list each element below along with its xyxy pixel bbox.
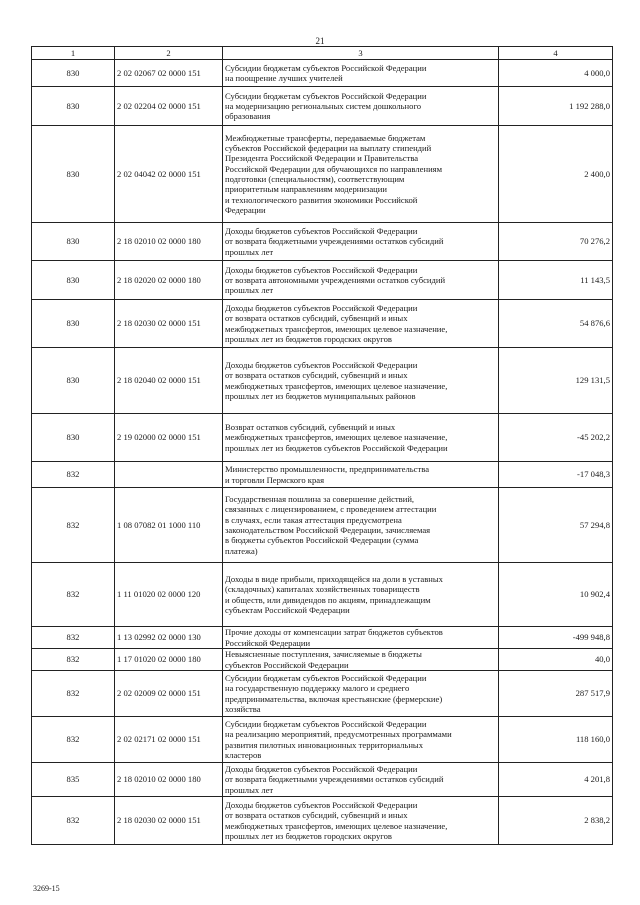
revenue-name-line: Межбюджетные трансферты, передаваемые бюджетам (225, 132, 426, 143)
amount-cell: 2 400,0 (499, 126, 613, 223)
revenue-name-line: и технологического развития экономики Российской (225, 194, 418, 205)
revenue-name-line: связанных с лицензированием, с проведением аттестации (225, 504, 437, 515)
amount-cell: 2 838,2 (499, 797, 613, 845)
revenue-table (31, 46, 613, 845)
table-row (32, 126, 613, 223)
revenue-name-cell (223, 60, 499, 87)
amount-cell: 54 876,6 (499, 300, 613, 348)
revenue-name-cell (223, 717, 499, 763)
admin-code-cell: 832 (32, 627, 115, 649)
revenue-name-cell (223, 462, 499, 488)
budget-code-cell: 2 18 02040 02 0000 151 (115, 348, 223, 414)
revenue-name-line: на реализацию мероприятий, предусмотренных программами (225, 729, 452, 740)
revenue-name-line: и обществ, или дивидендов по акциям, принадлежащим (225, 594, 431, 605)
table-row (32, 223, 613, 261)
admin-code-cell: 832 (32, 462, 115, 488)
budget-code-cell: 2 18 02030 02 0000 151 (115, 797, 223, 845)
revenue-name-line: Доходы в виде прибыли, приходящейся на доли в уставных (225, 573, 443, 584)
admin-code-cell: 832 (32, 797, 115, 845)
revenue-name-line: субъектов Российской Федерации (225, 659, 349, 670)
amount-cell: 40,0 (499, 649, 613, 671)
revenue-name-line: прошлых лет (225, 246, 274, 257)
table-row (32, 261, 613, 300)
revenue-name-line: на поощрение лучших учителей (225, 73, 343, 83)
budget-code-cell: 2 02 02009 02 0000 151 (115, 671, 223, 717)
budget-code-cell: 2 02 04042 02 0000 151 (115, 126, 223, 223)
table-row (32, 300, 613, 348)
revenue-name-line: Государственная пошлина за совершение действий, (225, 494, 415, 505)
revenue-name-line: Доходы бюджетов субъектов Российской Федерации (225, 359, 418, 370)
amount-cell: 129 131,5 (499, 348, 613, 414)
revenue-name-line: подготовки (специальностям), соответствующим (225, 174, 405, 184)
revenue-name-line: развития пилотных инновационных территориальных (225, 739, 423, 750)
column-header-4: 4 (499, 47, 613, 60)
budget-code-cell: 1 08 07082 01 1000 110 (115, 488, 223, 563)
revenue-name-cell (223, 414, 499, 462)
revenue-name-line: (складочных) капиталах хозяйственных товариществ (225, 584, 420, 595)
revenue-name-cell (223, 348, 499, 414)
revenue-name-line: межбюджетных трансфертов, имеющих целевое назначение, (225, 380, 448, 391)
amount-cell: -45 202,2 (499, 414, 613, 462)
revenue-name-cell (223, 488, 499, 563)
revenue-name-line: в случаях, если такая аттестация предусмотрена (225, 514, 402, 525)
admin-code-cell: 830 (32, 87, 115, 126)
revenue-name-line: от возврата бюджетными учреждениями остатков субсидий (225, 236, 444, 247)
revenue-name-line: хозяйства (225, 703, 261, 714)
revenue-name-line: субъектов Российской федерации на выплату стипендий (225, 143, 432, 154)
budget-code-cell: 2 18 02020 02 0000 180 (115, 261, 223, 300)
revenue-name-cell (223, 223, 499, 261)
amount-cell: 11 143,5 (499, 261, 613, 300)
budget-code-cell: 2 19 02000 02 0000 151 (115, 414, 223, 462)
revenue-name-line: Доходы бюджетов субъектов Российской Федерации (225, 226, 418, 237)
budget-code-cell: 2 02 02204 02 0000 151 (115, 87, 223, 126)
revenue-name-cell (223, 563, 499, 627)
revenue-name-line: на модернизацию региональных систем дошкольного (225, 100, 422, 111)
revenue-name-line: прошлых лет (225, 784, 274, 795)
budget-code-cell (115, 462, 223, 488)
revenue-name-line: Доходы бюджетов субъектов Российской Федерации (225, 764, 418, 775)
revenue-name-line: платежа) (225, 545, 258, 556)
revenue-name-line: Министерство промышленности, предпринимательства (225, 464, 430, 475)
revenue-name-line: от возврата остатков субсидий, субвенций и иных (225, 370, 408, 381)
amount-cell: 4 000,0 (499, 60, 613, 87)
amount-cell: 57 294,8 (499, 488, 613, 563)
table-row (32, 488, 613, 563)
revenue-name-line: Президента Российской Федерации и Правительства (225, 153, 419, 164)
table-row (32, 60, 613, 87)
revenue-name-line: межбюджетных трансфертов, имеющих целевое назначение, (225, 432, 448, 443)
revenue-name-line: Субсидии бюджетам субъектов Российской Федерации (225, 672, 427, 683)
revenue-name-cell (223, 763, 499, 797)
table-body (32, 60, 613, 845)
revenue-name-line: от возврата бюджетными учреждениями остатков субсидий (225, 774, 444, 785)
table-row (32, 462, 613, 488)
table-row (32, 563, 613, 627)
admin-code-cell: 832 (32, 563, 115, 627)
admin-code-cell: 832 (32, 717, 115, 763)
revenue-name-line: Российской Федерации (225, 637, 311, 648)
page-number: 21 (315, 36, 325, 46)
revenue-name-line: и торговли Пермского края (225, 474, 325, 485)
revenue-name-cell (223, 671, 499, 717)
revenue-name-line: образования (225, 111, 271, 122)
admin-code-cell: 835 (32, 763, 115, 797)
revenue-name-line: Субсидии бюджетам субъектов Российской Федерации (225, 718, 427, 729)
revenue-name-line: Невыясненные поступления, зачисляемые в бюджеты (225, 649, 422, 660)
revenue-name-line: прошлых лет из бюджетов городских округов (225, 333, 392, 344)
revenue-name-line: законодательством Российской Федерации, зачисляемая (225, 525, 431, 535)
revenue-name-line: Возврат остатков субсидий, субвенций и иных (225, 422, 396, 433)
budget-code-cell: 2 18 02010 02 0000 180 (115, 763, 223, 797)
revenue-name-line: субъектам Российской Федерации (225, 604, 350, 615)
table-row (32, 797, 613, 845)
budget-code-cell: 1 11 01020 02 0000 120 (115, 563, 223, 627)
admin-code-cell: 830 (32, 126, 115, 223)
revenue-name-line: Российской Федерации для обучающихся по направлениям (225, 163, 443, 174)
revenue-name-line: межбюджетных трансфертов, имеющих целевое назначение, (225, 820, 448, 831)
amount-cell: 4 201,8 (499, 763, 613, 797)
revenue-name-line: в бюджеты субъектов Российской Федерации (сумма (225, 535, 419, 546)
revenue-name-line: Субсидии бюджетам субъектов Российской Федерации (225, 90, 427, 101)
revenue-name-cell (223, 126, 499, 223)
revenue-name-line: Федерации (225, 204, 266, 215)
revenue-name-line: прошлых лет из бюджетов субъектов Российской Федерации (225, 442, 448, 453)
admin-code-cell: 830 (32, 60, 115, 87)
budget-code-cell: 2 02 02171 02 0000 151 (115, 717, 223, 763)
amount-cell: 118 160,0 (499, 717, 613, 763)
table-row (32, 627, 613, 649)
revenue-name-line: Субсидии бюджетам субъектов Российской Федерации (225, 62, 427, 73)
revenue-name-cell (223, 87, 499, 126)
revenue-name-line: на государственную поддержку малого и среднего (225, 683, 410, 694)
budget-code-cell: 2 02 02067 02 0000 151 (115, 60, 223, 87)
revenue-name-cell (223, 300, 499, 348)
revenue-name-cell (223, 261, 499, 300)
revenue-name-line: прошлых лет из бюджетов муниципальных районов (225, 390, 416, 401)
column-header-1: 1 (32, 47, 115, 60)
revenue-name-line: кластеров (225, 749, 262, 760)
column-header-2: 2 (115, 47, 223, 60)
budget-code-cell: 2 18 02010 02 0000 180 (115, 223, 223, 261)
revenue-name-cell (223, 649, 499, 671)
column-header-3: 3 (223, 47, 499, 60)
revenue-name-line: приоритетным направлениям модернизации (225, 184, 387, 195)
revenue-name-line: Доходы бюджетов субъектов Российской Федерации (225, 264, 418, 275)
revenue-name-line: межбюджетных трансфертов, имеющих целевое назначение, (225, 323, 448, 334)
revenue-name-line: предпринимательства, включая крестьянские (фермерские) (225, 693, 443, 704)
revenue-name-line: прошлых лет (225, 285, 274, 296)
amount-cell: -17 048,3 (499, 462, 613, 488)
admin-code-cell: 832 (32, 671, 115, 717)
revenue-name-line: Прочие доходы от компенсации затрат бюджетов субъектов (225, 627, 443, 638)
revenue-name-line: Доходы бюджетов субъектов Российской Федерации (225, 799, 418, 810)
admin-code-cell: 830 (32, 223, 115, 261)
table-row (32, 717, 613, 763)
revenue-name-line: Доходы бюджетов субъектов Российской Федерации (225, 302, 418, 313)
table-row (32, 763, 613, 797)
table-row (32, 348, 613, 414)
revenue-name-line: прошлых лет из бюджетов городских округов (225, 830, 392, 841)
amount-cell: 70 276,2 (499, 223, 613, 261)
budget-code-cell: 2 18 02030 02 0000 151 (115, 300, 223, 348)
revenue-name-line: от возврата остатков субсидий, субвенций и иных (225, 810, 408, 821)
admin-code-cell: 830 (32, 348, 115, 414)
header-row (32, 47, 613, 60)
budget-code-cell: 1 17 01020 02 0000 180 (115, 649, 223, 671)
table-row (32, 414, 613, 462)
admin-code-cell: 830 (32, 300, 115, 348)
amount-cell: -499 948,8 (499, 627, 613, 649)
revenue-name-line: от возврата автономными учреждениями остатков субсидий (225, 274, 446, 285)
revenue-name-cell (223, 627, 499, 649)
amount-cell: 1 192 288,0 (499, 87, 613, 126)
table-row (32, 649, 613, 671)
revenue-name-cell (223, 797, 499, 845)
amount-cell: 287 517,9 (499, 671, 613, 717)
document-code: 3269-15 (33, 884, 60, 893)
budget-code-cell: 1 13 02992 02 0000 130 (115, 627, 223, 649)
admin-code-cell: 830 (32, 414, 115, 462)
table-row (32, 87, 613, 126)
revenue-name-line: от возврата остатков субсидий, субвенций и иных (225, 313, 408, 324)
admin-code-cell: 832 (32, 488, 115, 563)
table-row (32, 671, 613, 717)
admin-code-cell: 832 (32, 649, 115, 671)
amount-cell: 10 902,4 (499, 563, 613, 627)
admin-code-cell: 830 (32, 261, 115, 300)
